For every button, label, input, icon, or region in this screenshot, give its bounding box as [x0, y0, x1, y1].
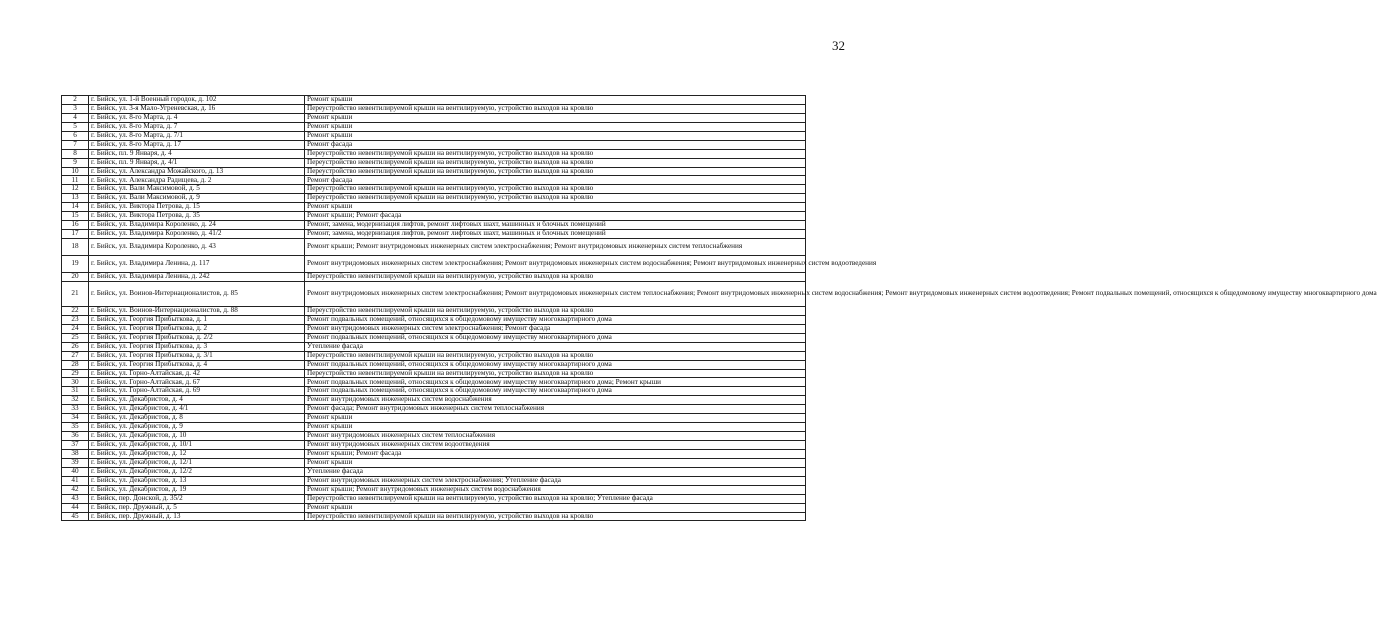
works-cell: Ремонт крыши; Ремонт внутридомовых инженерных систем водоснабжения: [305, 485, 806, 494]
row-number-cell: 5: [62, 122, 89, 131]
works-cell: Переустройство невентилируемой крыши на вентилируемую, устройство выходов на кровлю: [305, 185, 806, 194]
address-cell: г. Бийск, ул. Георгия Прибыткова, д. 2: [89, 324, 305, 333]
table-row: [62, 158, 806, 167]
works-cell: Переустройство невентилируемой крыши на вентилируемую, устройство выходов на кровлю: [305, 167, 806, 176]
address-cell: г. Бийск, ул. Декабристов, д. 9: [89, 423, 305, 432]
table-row: [62, 273, 806, 282]
table-body: [62, 95, 1377, 521]
address-cell: г. Бийск, ул. Александра Можайского, д. 13: [89, 167, 305, 176]
address-cell: г. Бийск, ул. Александра Радищева, д. 2: [89, 176, 305, 185]
table-row: [62, 494, 806, 503]
row-number-cell: 16: [62, 221, 89, 230]
row-number-cell: 18: [62, 239, 89, 256]
table-row: [62, 503, 806, 512]
works-cell: Ремонт внутридомовых инженерных систем водоотведения: [305, 441, 806, 450]
address-cell: г. Бийск, ул. Декабристов, д. 13: [89, 476, 305, 485]
address-cell: г. Бийск, ул. Вали Максимовой, д. 9: [89, 194, 305, 203]
address-cell: г. Бийск, ул. Горно-Алтайская, д. 69: [89, 387, 305, 396]
works-cell: Ремонт крыши: [305, 414, 806, 423]
row-number-cell: 41: [62, 476, 89, 485]
works-cell: Ремонт крыши: [305, 113, 806, 122]
address-cell: г. Бийск, ул. Декабристов, д. 4: [89, 396, 305, 405]
address-cell: г. Бийск, ул. Георгия Прибыткова, д. 3: [89, 342, 305, 351]
works-cell: Переустройство невентилируемой крыши на вентилируемую, устройство выходов на кровлю: [305, 351, 806, 360]
works-cell: Утепление фасада: [305, 467, 806, 476]
works-cell: Ремонт фасада: [305, 140, 806, 149]
address-cell: г. Бийск, ул. Георгия Прибыткова, д. 4: [89, 360, 305, 369]
works-cell: Ремонт крыши: [305, 423, 806, 432]
address-cell: г. Бийск, ул. 8-го Марта, д. 17: [89, 140, 305, 149]
row-number-cell: 13: [62, 194, 89, 203]
address-cell: г. Бийск, ул. Декабристов, д. 10/1: [89, 441, 305, 450]
row-number-cell: 19: [62, 256, 89, 273]
table-row: [62, 131, 806, 140]
row-number-cell: 17: [62, 230, 89, 239]
works-cell: Ремонт внутридомовых инженерных систем электроснабжения; Утепление фасада: [305, 476, 806, 485]
table-row: [62, 342, 806, 351]
table-row: [62, 369, 806, 378]
row-number-cell: 2: [62, 96, 89, 105]
address-cell: г. Бийск, ул. Декабристов, д. 19: [89, 485, 305, 494]
table-row: [62, 256, 806, 273]
table-row: [62, 324, 806, 333]
address-cell: г. Бийск, ул. Георгия Прибыткова, д. 2/2: [89, 333, 305, 342]
address-cell: г. Бийск, ул. 8-го Марта, д. 4: [89, 113, 305, 122]
row-number-cell: 35: [62, 423, 89, 432]
row-number-cell: 27: [62, 351, 89, 360]
works-cell: Ремонт подвальных помещений, относящихся к общедомовому имуществу многоквартирного дома: [305, 315, 806, 324]
row-number-cell: 8: [62, 149, 89, 158]
row-number-cell: 44: [62, 503, 89, 512]
works-cell: Ремонт фасада: [305, 176, 806, 185]
address-cell: г. Бийск, ул. Владимира Ленина, д. 242: [89, 273, 305, 282]
row-number-cell: 20: [62, 273, 89, 282]
address-cell: г. Бийск, ул. Декабристов, д. 12: [89, 449, 305, 458]
address-cell: г. Бийск, ул. Декабристов, д. 12/1: [89, 458, 305, 467]
row-number-cell: 3: [62, 104, 89, 113]
works-cell: Ремонт крыши: [305, 458, 806, 467]
table-row: [62, 149, 806, 158]
address-cell: г. Бийск, пер. Дружный, д. 5: [89, 503, 305, 512]
address-cell: г. Бийск, ул. Воинов-Интернационалистов, д. 88: [89, 306, 305, 315]
address-cell: г. Бийск, ул. Воинов-Интернационалистов, д. 85: [89, 281, 305, 306]
row-number-cell: 24: [62, 324, 89, 333]
address-cell: г. Бийск, ул. Горно-Алтайская, д. 67: [89, 378, 305, 387]
works-cell: Ремонт, замена, модернизация лифтов, ремонт лифтовых шахт, машинных и блочных помещений: [305, 221, 806, 230]
row-number-cell: 12: [62, 185, 89, 194]
works-cell: Переустройство невентилируемой крыши на вентилируемую, устройство выходов на кровлю; Утепление фасада: [305, 494, 806, 503]
works-cell: Переустройство невентилируемой крыши на вентилируемую, устройство выходов на кровлю: [305, 158, 806, 167]
address-cell: г. Бийск, ул. Владимира Ленина, д. 117: [89, 256, 305, 273]
works-cell: Переустройство невентилируемой крыши на вентилируемую, устройство выходов на кровлю: [305, 273, 806, 282]
table-row: [62, 315, 806, 324]
address-cell: г. Бийск, ул. Владимира Короленко, д. 41/2: [89, 230, 305, 239]
works-cell: Ремонт крыши: [305, 203, 806, 212]
table-row: [62, 140, 806, 149]
works-cell: Ремонт крыши: [305, 131, 806, 140]
address-cell: г. Бийск, ул. Декабристов, д. 8: [89, 414, 305, 423]
works-cell: Ремонт, замена, модернизация лифтов, ремонт лифтовых шахт, машинных и блочных помещений: [305, 230, 806, 239]
address-cell: г. Бийск, ул. 1-й Военный городок, д. 102: [89, 96, 305, 105]
repair-registry-table: [61, 95, 1377, 521]
row-number-cell: 36: [62, 432, 89, 441]
table-row: [62, 167, 806, 176]
row-number-cell: 30: [62, 378, 89, 387]
address-cell: г. Бийск, ул. 3-я Мало-Угреневская, д. 16: [89, 104, 305, 113]
address-cell: г. Бийск, ул. Виктора Петрова, д. 35: [89, 212, 305, 221]
row-number-cell: 28: [62, 360, 89, 369]
address-cell: г. Бийск, ул. Горно-Алтайская, д. 42: [89, 369, 305, 378]
row-number-cell: 33: [62, 405, 89, 414]
address-cell: г. Бийск, ул. Декабристов, д. 12/2: [89, 467, 305, 476]
address-cell: г. Бийск, пер. Дружный, д. 13: [89, 512, 305, 521]
address-cell: г. Бийск, пл. 9 Января, д. 4: [89, 149, 305, 158]
address-cell: г. Бийск, ул. 8-го Марта, д. 7/1: [89, 131, 305, 140]
table-row: [62, 122, 806, 131]
works-cell: Ремонт крыши; Ремонт фасада: [305, 449, 806, 458]
works-cell: Переустройство невентилируемой крыши на вентилируемую, устройство выходов на кровлю: [305, 194, 806, 203]
works-cell: Переустройство невентилируемой крыши на вентилируемую, устройство выходов на кровлю: [305, 512, 806, 521]
table-row: [62, 512, 806, 521]
row-number-cell: 21: [62, 281, 89, 306]
address-cell: г. Бийск, ул. Владимира Короленко, д. 43: [89, 239, 305, 256]
address-cell: г. Бийск, ул. Декабристов, д. 10: [89, 432, 305, 441]
row-number-cell: 10: [62, 167, 89, 176]
row-number-cell: 45: [62, 512, 89, 521]
address-cell: г. Бийск, пл. 9 Января, д. 4/1: [89, 158, 305, 167]
works-cell: Ремонт крыши; Ремонт фасада: [305, 212, 806, 221]
address-cell: г. Бийск, ул. Георгия Прибыткова, д. 3/1: [89, 351, 305, 360]
works-cell: Ремонт подвальных помещений, относящихся к общедомовому имуществу многоквартирного дома: [305, 333, 806, 342]
row-number-cell: 40: [62, 467, 89, 476]
table-row: [62, 113, 806, 122]
works-cell: Переустройство невентилируемой крыши на вентилируемую, устройство выходов на кровлю: [305, 306, 806, 315]
row-number-cell: 37: [62, 441, 89, 450]
table-row: [62, 333, 806, 342]
works-cell: Утепление фасада: [305, 342, 806, 351]
address-cell: г. Бийск, ул. Декабристов, д. 4/1: [89, 405, 305, 414]
row-number-cell: 29: [62, 369, 89, 378]
row-number-cell: 43: [62, 494, 89, 503]
table-row: [62, 467, 806, 476]
works-cell: Ремонт крыши: [305, 503, 806, 512]
row-number-cell: 11: [62, 176, 89, 185]
page-number: 32: [832, 38, 845, 53]
table-row: [62, 239, 806, 256]
address-cell: г. Бийск, ул. Виктора Петрова, д. 15: [89, 203, 305, 212]
works-cell: Ремонт внутридомовых инженерных систем электроснабжения; Ремонт фасада: [305, 324, 806, 333]
table-row: [62, 351, 806, 360]
works-cell: Ремонт подвальных помещений, относящихся к общедомовому имуществу многоквартирного дома; Ремонт крыши: [305, 378, 806, 387]
table-row: [62, 485, 806, 494]
address-cell: г. Бийск, ул. Георгия Прибыткова, д. 1: [89, 315, 305, 324]
table-row: [62, 360, 806, 369]
row-number-cell: 14: [62, 203, 89, 212]
row-number-cell: 42: [62, 485, 89, 494]
works-cell: Ремонт крыши: [305, 96, 806, 105]
works-cell: Ремонт крыши; Ремонт внутридомовых инженерных систем электроснабжения; Ремонт внутридомовых инженерных систем теплоснабжения: [305, 239, 806, 256]
row-number-cell: 38: [62, 449, 89, 458]
address-cell: г. Бийск, пер. Донской, д. 35/2: [89, 494, 305, 503]
table-row: [62, 476, 806, 485]
row-number-cell: 32: [62, 396, 89, 405]
works-cell: Ремонт фасада; Ремонт внутридомовых инженерных систем теплоснабжения: [305, 405, 806, 414]
works-cell: Переустройство невентилируемой крыши на вентилируемую, устройство выходов на кровлю: [305, 104, 806, 113]
table-row: [62, 230, 806, 239]
row-number-cell: 4: [62, 113, 89, 122]
table-row: [62, 458, 806, 467]
works-cell: Ремонт внутридомовых инженерных систем водоснабжения: [305, 396, 806, 405]
row-number-cell: 23: [62, 315, 89, 324]
row-number-cell: 34: [62, 414, 89, 423]
row-number-cell: 9: [62, 158, 89, 167]
row-number-cell: 25: [62, 333, 89, 342]
works-cell: Переустройство невентилируемой крыши на вентилируемую, устройство выходов на кровлю: [305, 149, 806, 158]
works-cell: Ремонт подвальных помещений, относящихся к общедомовому имуществу многоквартирного дома: [305, 360, 806, 369]
row-number-cell: 6: [62, 131, 89, 140]
works-cell: Ремонт подвальных помещений, относящихся к общедомовому имуществу многоквартирного дома: [305, 387, 806, 396]
address-cell: г. Бийск, ул. Владимира Короленко, д. 24: [89, 221, 305, 230]
works-cell: Ремонт внутридомовых инженерных систем теплоснабжения: [305, 432, 806, 441]
works-cell: Переустройство невентилируемой крыши на вентилируемую, устройство выходов на кровлю: [305, 369, 806, 378]
row-number-cell: 15: [62, 212, 89, 221]
works-cell: Ремонт внутридомовых инженерных систем электроснабжения; Ремонт внутридомовых инженерных систем теплоснабжения; Ремонт внутридомовых инженерных систем водоснабжения; Ремонт внутридомовых инженерных систем водоотведения; Ремонт подвальных помещений, относящихся к общедомовому имуществу многоквартирного дома: [305, 281, 806, 306]
row-number-cell: 26: [62, 342, 89, 351]
row-number-cell: 31: [62, 387, 89, 396]
address-cell: г. Бийск, ул. 8-го Марта, д. 7: [89, 122, 305, 131]
row-number-cell: 7: [62, 140, 89, 149]
row-number-cell: 39: [62, 458, 89, 467]
table-row: [62, 281, 806, 306]
address-cell: г. Бийск, ул. Вали Максимовой, д. 5: [89, 185, 305, 194]
works-cell: Ремонт крыши: [305, 122, 806, 131]
works-cell: Ремонт внутридомовых инженерных систем электроснабжения; Ремонт внутридомовых инженерных систем водоснабжения; Ремонт внутридомовых инженерных систем водоотведения: [305, 256, 806, 273]
row-number-cell: 22: [62, 306, 89, 315]
